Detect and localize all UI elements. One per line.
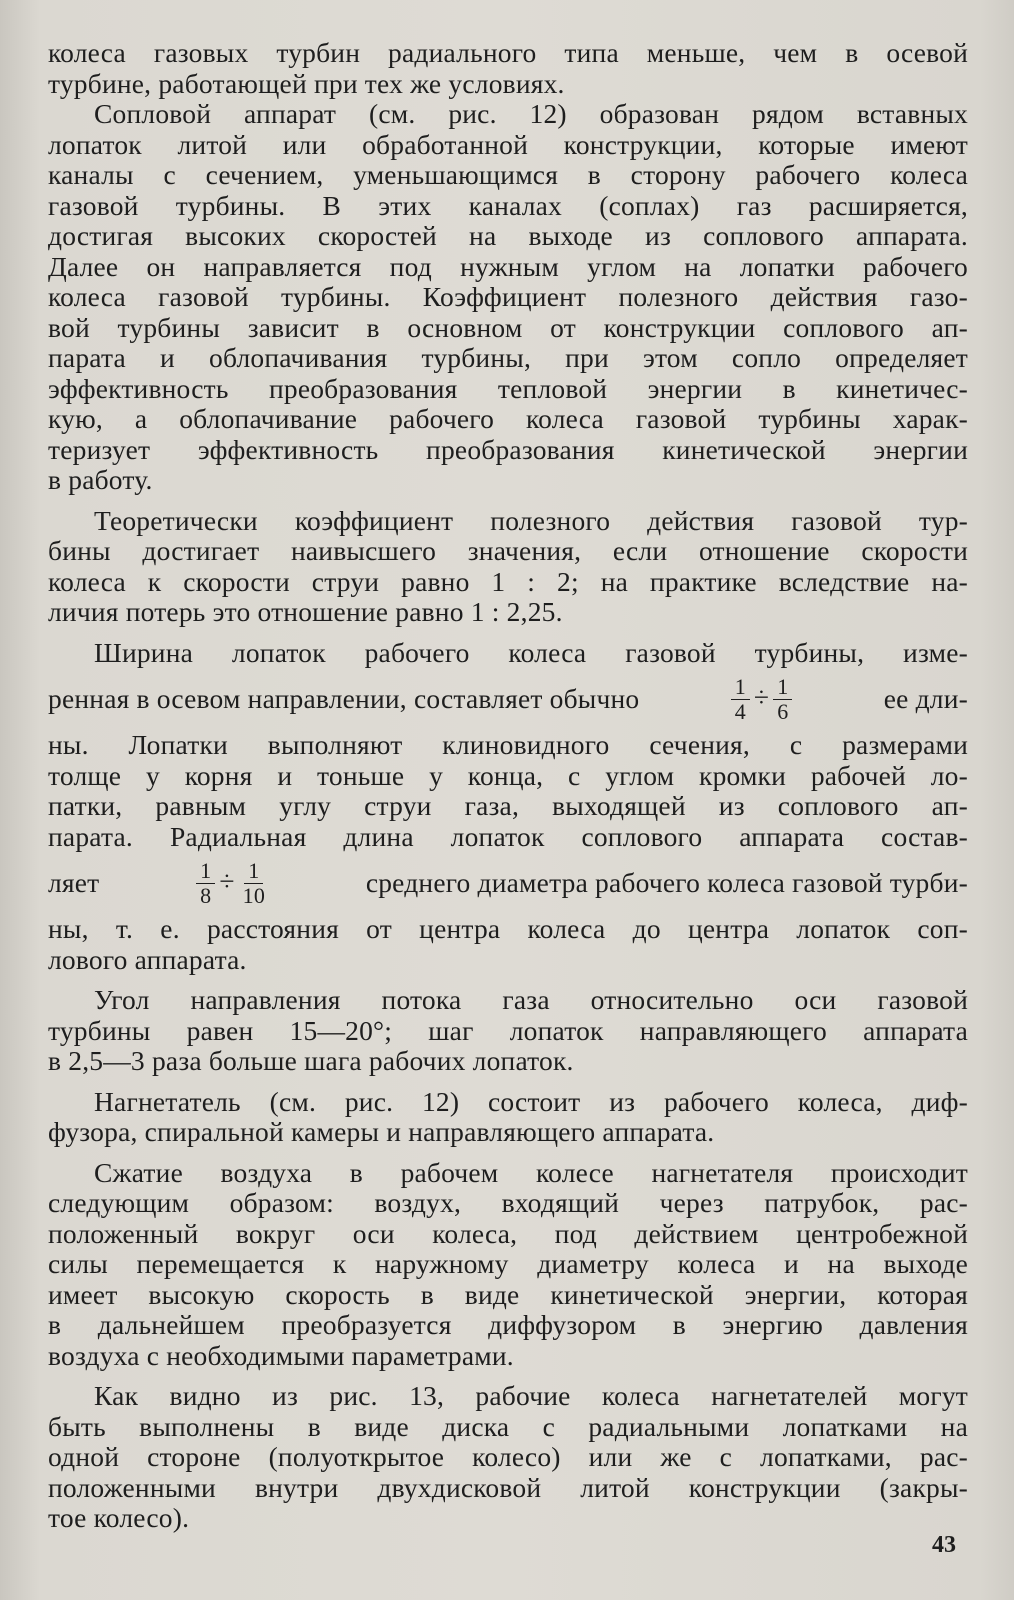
text-line: вой турбины зависит в основном от конструкции соплового ап- [48,311,968,343]
text-line: колеса к скорости струи равно 1 : 2; на практике вследствие на- [48,565,968,597]
text-line: бины достигает наивысшего значения, если отношение скорости [48,535,968,566]
fraction-numerator: 1 [196,859,215,884]
text-line: патки, равным углу струи газа, выходящей из соплового ап- [48,790,968,821]
formula-line [48,852,968,914]
text-line: ны. Лопатки выполняют клиновидного сечения, с размерами [48,729,968,760]
text-line: в работу. [48,464,153,495]
paragraph-2 [48,99,968,496]
text-line: парата. Радиальная длина лопаток соплового аппарата состав- [48,820,968,852]
text-line: кую, а облопачивание рабочего колеса газовой турбины харак- [48,403,968,434]
division-sign: ÷ [219,864,235,896]
text-line: Теоретически коэффициент полезного действия газовой тур- [94,504,968,536]
paragraph-3 [48,506,968,628]
text-line: Как видно из рис. 13, рабочие колеса нагнетателей могут [94,1380,968,1411]
paragraph-gap [48,1077,968,1087]
text-line: одной стороне (полуоткрытое колесо) или же с лопатками, рас- [48,1441,968,1472]
paragraph-6 [48,1087,968,1148]
text-line: в дальнейшем преобразуется диффузором в энергию давления [48,1309,968,1340]
text-line: личия потерь это отношение равно 1 : 2,25. [48,596,563,627]
fraction [239,859,269,908]
fraction-denominator: 6 [777,698,789,724]
text-line: теризует эффективность преобразования кинетической энергии [48,433,968,465]
text-line: колеса газовой турбины. Коэффициент полезного действия газо- [48,281,968,312]
text-line: Нагнетатель (см. рис. 12) состоит из рабочего колеса, диф- [94,1085,968,1117]
paragraph-gap [48,1148,968,1158]
paragraph-7 [48,1158,968,1372]
text-line: Сжатие воздуха в рабочем колесе нагнетателя происходит [94,1156,968,1188]
text-line: положенными внутри двухдисковой литой конструкции (закры- [48,1471,968,1503]
text-line: Угол направления потока газа относительно оси газовой [94,984,968,1015]
fraction-denominator: 4 [734,698,746,724]
fraction [773,675,792,724]
text-line: Сопловой аппарат (см. рис. 12) образован рядом вставных [94,98,968,129]
fraction-numerator: 1 [731,675,750,700]
text-fragment: ее дли- [883,682,968,714]
text-line: воздуха с необходимыми параметрами. [48,1339,514,1371]
paragraph-1 [48,38,968,99]
text-line: ны, т. е. расстояния от центра колеса до центра лопаток соп- [48,913,968,944]
text-line: фузора, спиральной камеры и направляющего аппарата. [48,1116,715,1147]
text-line: парата и облопачивания турбины, при этом сопло определяет [48,342,968,373]
paragraph-5 [48,985,968,1077]
text-line: лового аппарата. [48,943,247,975]
text-fragment: ляет [48,866,100,898]
paragraph-gap [48,496,968,506]
fraction-numerator: 1 [773,675,792,700]
text-line: Ширина лопаток рабочего колеса газовой турбины, изме- [94,636,968,668]
page-number: 43 [932,1532,956,1558]
fraction-range [192,859,273,908]
fraction [731,675,750,724]
text-line: турбине, работающей при тех же условиях. [48,67,565,99]
text-line: лопаток литой или обработанной конструкции, которые имеют [48,128,968,160]
text-line: эффективность преобразования тепловой энергии в кинетичес- [48,372,968,404]
fraction-denominator: 10 [242,882,266,908]
text-line: тое колесо). [48,1502,190,1533]
text-fragment: ренная в осевом направлении, составляет обычно [48,682,640,714]
text-line: быть выполнены в виде диска с радиальными лопатками на [48,1410,968,1442]
text-line: следующим образом: воздух, входящий через патрубок, рас- [48,1187,968,1218]
text-line: положенный вокруг оси колеса, под действием центробежной [48,1217,968,1249]
fraction-denominator: 8 [200,882,212,908]
text-line: достигая высоких скоростей на выходе из соплового аппарата. [48,220,968,251]
text-line: каналы с сечением, уменьшающимся в сторону рабочего колеса [48,159,968,190]
text-fragment: среднего диаметра рабочего колеса газовой турби- [365,866,968,898]
text-line: газовой турбины. В этих каналах (соплах) газ расширяется, [48,189,968,221]
text-line: Далее он направляется под нужным углом на лопатки рабочего [48,250,968,282]
text-line: силы перемещается к наружному диаметру колеса и на выходе [48,1248,968,1279]
text-line: толще у корня и тоньше у конца, с углом кромки рабочей ло- [48,759,968,791]
fraction-numerator: 1 [244,859,263,884]
paragraph-gap [48,628,968,638]
paragraph-4 [48,638,968,976]
paragraph-8 [48,1381,968,1534]
fraction [196,859,215,908]
formula-line [48,668,968,730]
text-line: колеса газовых турбин радиального типа меньше, чем в осевой [48,37,968,68]
text-line: в 2,5—3 раза больше шага рабочих лопаток. [48,1045,574,1076]
text-line: турбины равен 15—20°; шаг лопаток направляющего аппарата [48,1014,968,1046]
text-line: имеет высокую скорость в виде кинетической энергии, которая [48,1278,968,1310]
division-sign: ÷ [753,680,770,712]
body-text [48,38,968,1534]
fraction-range [727,675,797,724]
